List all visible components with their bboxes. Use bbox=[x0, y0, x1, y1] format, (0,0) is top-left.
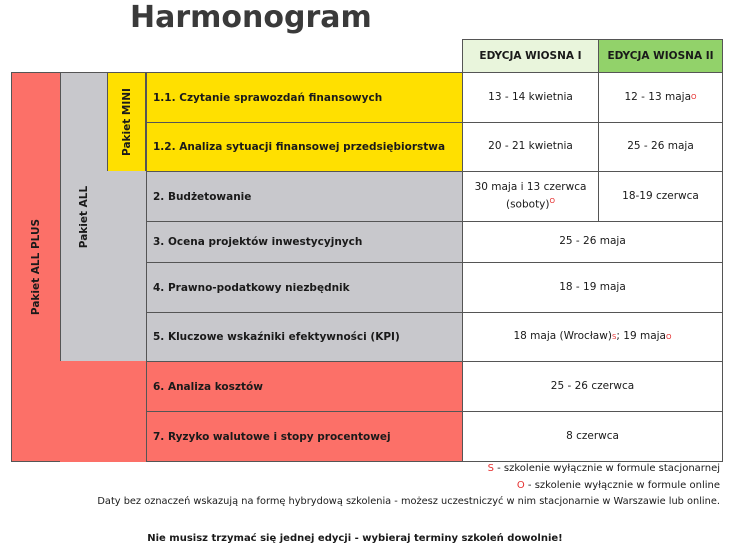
legend-o-mark: O bbox=[516, 480, 525, 491]
online-mark: O bbox=[691, 93, 697, 102]
row-date-both: 18 - 19 maja bbox=[462, 262, 723, 313]
row-date-both: 25 - 26 maja bbox=[462, 221, 723, 263]
legend-stationary bbox=[220, 463, 720, 474]
row-course-label: 4. Prawno-podatkowy niezbędnik bbox=[146, 262, 463, 313]
legend-hybrid: Daty bez oznaczeń wskazują na formę hybrydową szkolenia - możesz uczestniczyć w nim stacjonarnie w Warszawie lub online. bbox=[97, 496, 720, 507]
date-note: (soboty) bbox=[505, 198, 550, 211]
date-text: 12 - 13 maja bbox=[624, 90, 692, 103]
row-course-label: 7. Ryzyko walutowe i stopy procentowej bbox=[146, 411, 463, 462]
package-plus-fill bbox=[60, 361, 147, 462]
page-title: Harmonogram bbox=[130, 0, 372, 35]
footer-note: Nie musisz trzymać się jednej edycji - wybieraj terminy szkoleń dowolnie! bbox=[147, 533, 563, 544]
row-course-label: 5. Kluczowe wskaźniki efektywności (KPI) bbox=[146, 312, 463, 362]
date-text-b: ; 19 maja bbox=[616, 330, 666, 343]
package-mini-label: Pakiet MINI bbox=[120, 88, 133, 156]
stationary-mark: S bbox=[611, 332, 617, 341]
row-date-both bbox=[462, 312, 723, 362]
row-course-label: 1.2. Analiza sytuacji finansowej przedsiębiorstwa bbox=[146, 122, 463, 172]
row-course-label: 1.1. Czytanie sprawozdań finansowych bbox=[146, 72, 463, 123]
row-date-edition-2 bbox=[598, 72, 723, 123]
row-date-edition-2: 18-19 czerwca bbox=[598, 171, 723, 222]
package-all-fill bbox=[107, 171, 146, 362]
row-date-both: 8 czerwca bbox=[462, 411, 723, 462]
legend-s-mark: S bbox=[487, 463, 494, 474]
date-line-1: 30 maja i 13 czerwca bbox=[474, 181, 587, 193]
package-all-label: Pakiet ALL bbox=[78, 185, 91, 249]
online-mark: O bbox=[665, 332, 672, 341]
row-course-label: 6. Analiza kosztów bbox=[146, 361, 463, 412]
date-text-a: 18 maja (Wrocław) bbox=[513, 330, 612, 343]
row-date-edition-1: 20 - 21 kwietnia bbox=[462, 122, 599, 172]
package-all-plus-label: Pakiet ALL PLUS bbox=[30, 218, 43, 316]
row-date-edition-1 bbox=[462, 171, 599, 222]
header-edition-1: EDYCJA WIOSNA I bbox=[462, 39, 599, 73]
row-course-label: 2. Budżetowanie bbox=[146, 171, 463, 222]
package-all bbox=[60, 72, 108, 362]
row-course-label: 3. Ocena projektów inwestycyjnych bbox=[146, 221, 463, 263]
date-line-2 bbox=[506, 196, 555, 213]
header-edition-2: EDYCJA WIOSNA II bbox=[598, 39, 723, 73]
row-date-both: 25 - 26 czerwca bbox=[462, 361, 723, 412]
row-date-edition-2: 25 - 26 maja bbox=[598, 122, 723, 172]
online-mark: O bbox=[549, 196, 556, 205]
legend-online bbox=[220, 480, 720, 491]
legend-s-text: - szkolenie wyłącznie w formule stacjonarnej bbox=[493, 463, 720, 474]
package-all-plus bbox=[11, 72, 61, 462]
row-date-edition-1: 13 - 14 kwietnia bbox=[462, 72, 599, 123]
legend-o-text: - szkolenie wyłącznie w formule online bbox=[524, 480, 720, 491]
package-mini bbox=[107, 72, 146, 172]
